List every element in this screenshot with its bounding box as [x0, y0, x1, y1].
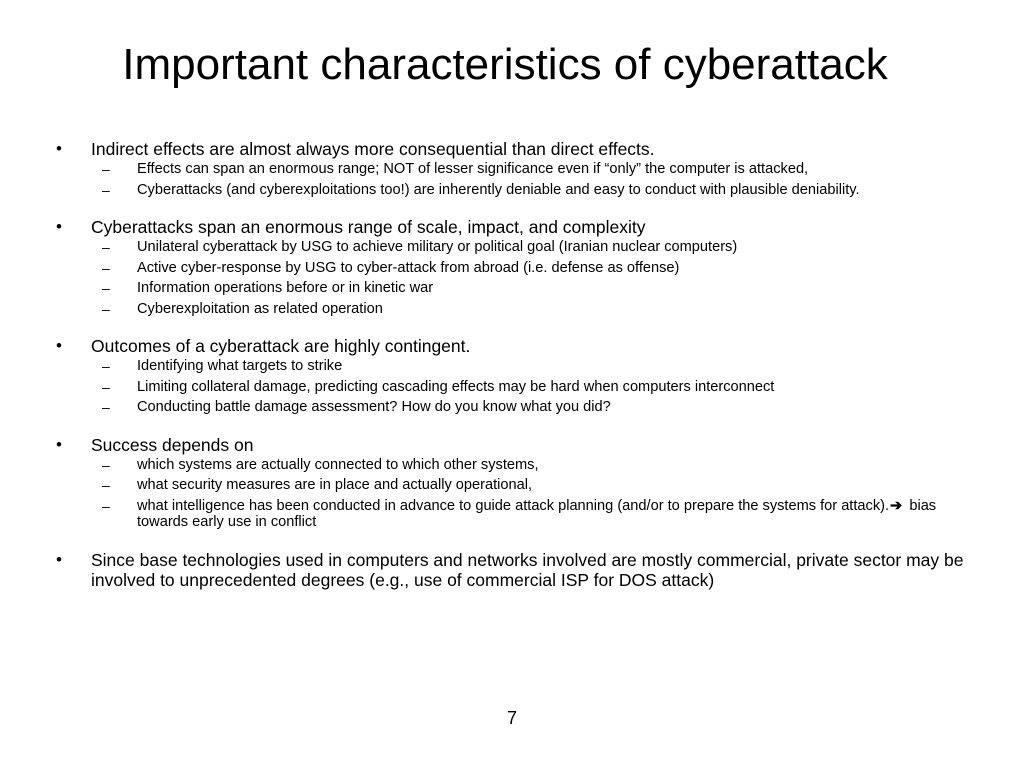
dash-icon: – [102, 378, 110, 395]
sub-bullet-text: Effects can span an enormous range; NOT of lesser significance even if “only” the computer is attacked, [137, 161, 809, 177]
dash-icon: – [102, 280, 110, 296]
sub-bullet-list [56, 239, 976, 317]
bullet-item [56, 550, 976, 590]
bullet-group [56, 336, 976, 416]
sub-bullet-item [56, 182, 976, 199]
sub-bullet-list [56, 161, 976, 198]
dash-icon: – [102, 300, 110, 317]
sub-bullet-text-after-arrow: bias towards early use in conflict [137, 497, 937, 530]
sub-bullet-item [56, 260, 976, 277]
bullet-text: Success depends on [91, 434, 254, 455]
sub-bullet-item [56, 161, 976, 178]
dash-icon: – [102, 477, 110, 493]
right-arrow-icon: ➔ [890, 497, 903, 514]
bullet-dot-icon: • [56, 217, 62, 236]
bullet-dot-icon: • [56, 139, 62, 158]
dash-icon: – [102, 239, 110, 255]
sub-bullet-item [56, 280, 976, 297]
dash-icon: – [102, 259, 110, 276]
bullet-item [56, 336, 976, 356]
bullet-item [56, 217, 976, 237]
dash-icon: – [102, 497, 110, 514]
bullet-item [56, 435, 976, 455]
sub-bullet-text: Unilateral cyberattack by USG to achieve military or political goal (Iranian nuclear computers) [137, 239, 738, 255]
slide-title: Important characteristics of cyberattack [122, 40, 888, 89]
bullet-text: Indirect effects are almost always more consequential than direct effects. [91, 139, 655, 159]
bullet-item [56, 139, 976, 159]
sub-bullet-text: which systems are actually connected to which other systems, [137, 456, 539, 473]
sub-bullet-item [56, 498, 976, 531]
sub-bullet-item [56, 477, 976, 494]
bullet-text: Cyberattacks span an enormous range of scale, impact, and complexity [91, 217, 646, 237]
sub-bullet-list [56, 358, 976, 416]
sub-bullet-text: Information operations before or in kinetic war [137, 280, 434, 296]
page-number: 7 [506, 708, 517, 728]
sub-bullet-text: what security measures are in place and actually operational, [137, 477, 533, 493]
sub-bullet-item [56, 457, 976, 474]
sub-bullet-text: Cyberattacks (and cyberexploitations too!) are inherently deniable and easy to conduct with plausible deniability. [137, 181, 860, 198]
bullet-group [56, 217, 976, 317]
bullet-group [56, 139, 976, 198]
sub-bullet-item [56, 379, 976, 396]
sub-bullet-text: Conducting battle damage assessment? How do you know what you did? [137, 399, 611, 415]
sub-bullet-text: Cyberexploitation as related operation [137, 300, 383, 317]
sub-bullet-item [56, 358, 976, 375]
bullet-text: Since base technologies used in computers and networks involved are mostly commercial, private sector may be involved to unprecedented degrees (e.g., use of commercial ISP for DOS attack) [91, 549, 964, 590]
dash-icon: – [102, 181, 110, 198]
bullet-group [56, 550, 976, 590]
bullet-group [56, 435, 976, 531]
sub-bullet-list [56, 457, 976, 531]
bullet-text: Outcomes of a cyberattack are highly contingent. [91, 336, 471, 356]
bullet-dot-icon: • [56, 549, 62, 569]
sub-bullet-item [56, 301, 976, 318]
dash-icon: – [102, 161, 110, 177]
sub-bullet-text: Limiting collateral damage, predicting cascading effects may be hard when computers interconnect [137, 378, 775, 395]
slide-body [56, 139, 976, 590]
sub-bullet-item [56, 399, 976, 416]
sub-bullet-text: what intelligence has been conducted in advance to guide attack planning (and/or to prepare the systems for attack). [137, 497, 890, 514]
dash-icon: – [102, 358, 110, 374]
sub-bullet-text: Identifying what targets to strike [137, 358, 343, 374]
dash-icon: – [102, 399, 110, 415]
bullet-dot-icon: • [56, 434, 62, 454]
sub-bullet-item [56, 239, 976, 256]
sub-bullet-text: Active cyber-response by USG to cyber-attack from abroad (i.e. defense as offense) [137, 259, 680, 276]
bullet-dot-icon: • [56, 336, 62, 355]
dash-icon: – [102, 456, 110, 473]
